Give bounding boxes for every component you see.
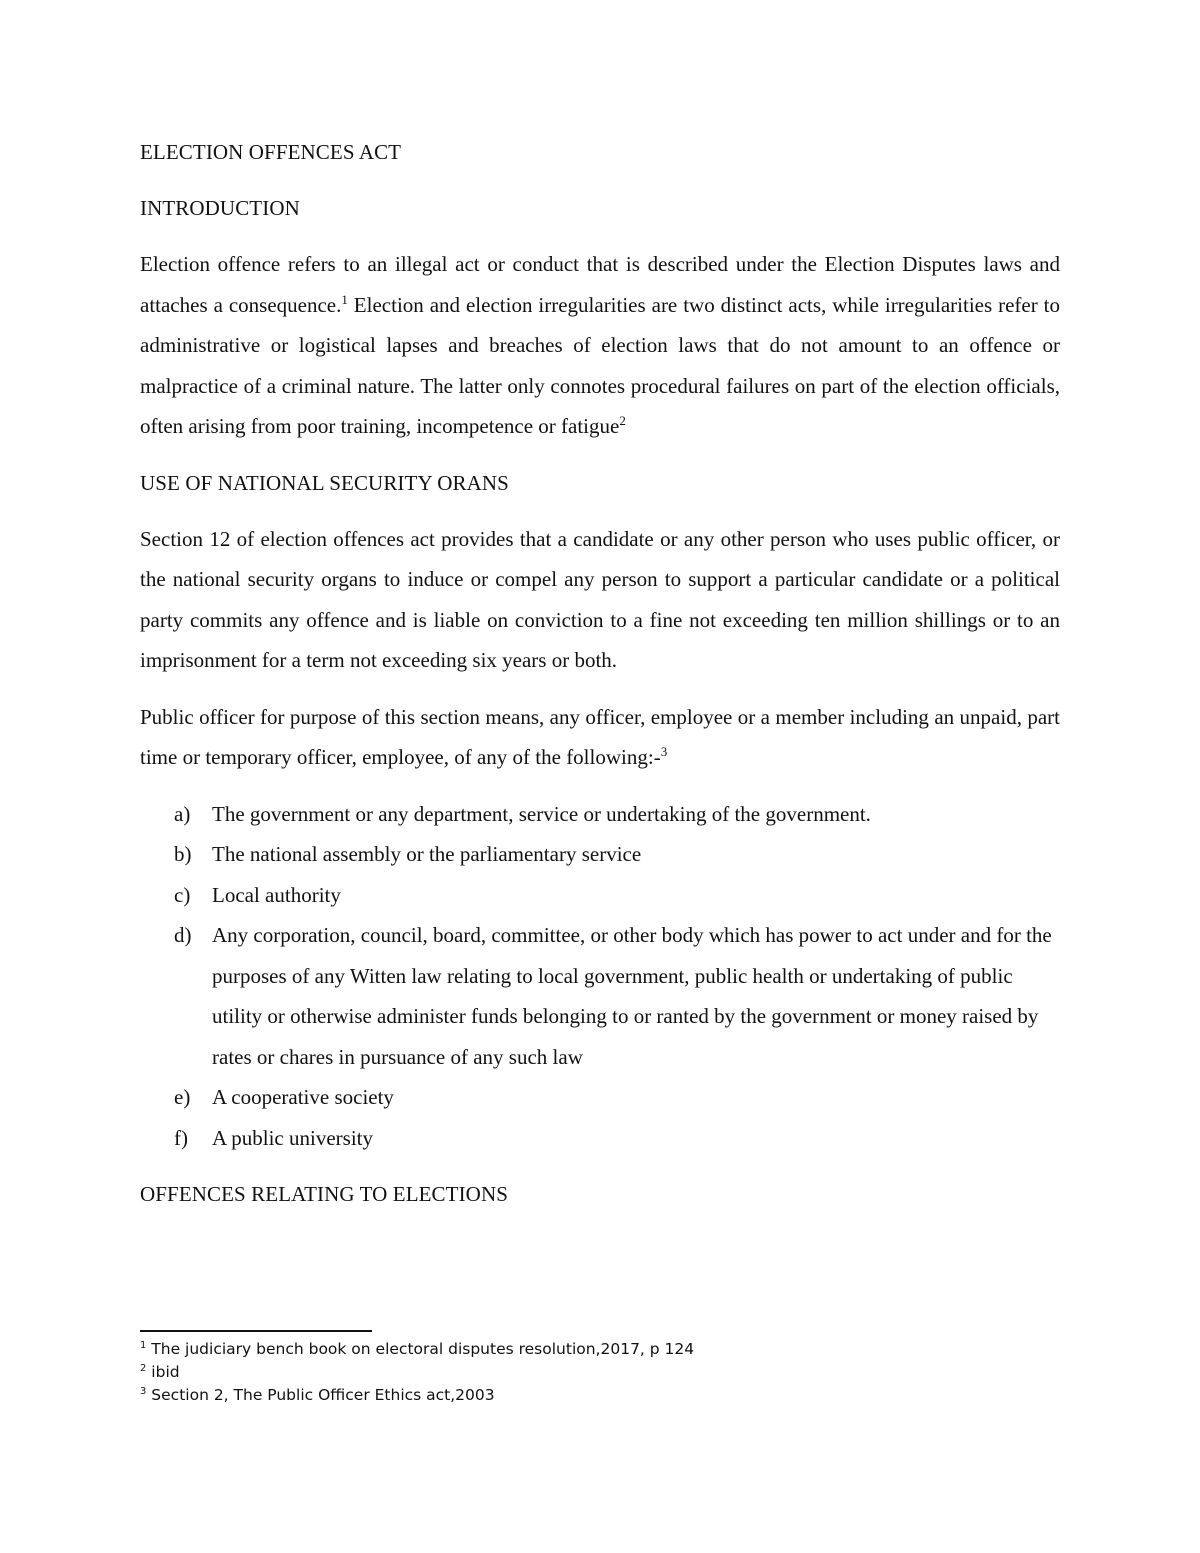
document-body: [140, 132, 1060, 1230]
introduction-text-part-1: Election offence refers to an illegal act or conduct that is described under the Election Disputes laws and attaches a consequence.: [140, 252, 1060, 317]
public-officer-text: Public officer for purpose of this section means, any officer, employee or a member including an unpaid, part time or temporary officer, employee, of any of the following:-: [140, 704, 1060, 769]
footnote: [140, 1361, 1060, 1384]
public-officer-list: [140, 794, 1060, 1159]
list-item-text: The government or any department, service or undertaking of the government.: [212, 801, 871, 826]
national-security-heading: USE OF NATIONAL SECURITY ORANS: [140, 470, 509, 495]
list-item: [140, 834, 1060, 875]
document-title: ELECTION OFFENCES ACT: [140, 140, 402, 164]
list-item: [140, 1077, 1060, 1118]
list-marker: c): [174, 882, 191, 907]
list-marker: f): [174, 1125, 188, 1150]
footnote: [140, 1338, 1060, 1361]
list-item-text: The national assembly or the parliamentary service: [212, 842, 642, 866]
footnote-text: Section 2, The Public Officer Ethics act,2003: [146, 1386, 495, 1404]
list-marker: e): [174, 1085, 191, 1109]
introduction-text-part-2: Election and election irregularities are two distinct acts, while irregularities refer to administrative or logistical lapses and breaches of election laws that do not amount to an offence or malpractice of a criminal nature. The latter only connotes procedural failures on part of the election officials, often arising from poor training, incompetence or fatigue: [140, 292, 1060, 438]
section-12-paragraph: Section 12 of election offences act provides that a candidate or any other person who uses public officer, or the national security organs to induce or compel any person to support a particular candidate or a political party commits any offence and is liable on conviction to a fine not exceeding ten million shillings or to an imprisonment for a term not exceeding six years or both.: [140, 526, 1060, 672]
footnote-reference-2[interactable]: 2: [619, 413, 626, 428]
list-item: [140, 915, 1060, 1077]
list-item-text: Local authority: [212, 882, 341, 907]
introduction-heading: INTRODUCTION: [140, 196, 300, 220]
footnote-number: 2: [140, 1362, 147, 1374]
footnotes-section: [140, 1330, 1060, 1407]
list-item: [140, 794, 1060, 835]
list-marker: b): [174, 842, 192, 866]
list-marker: d): [174, 923, 192, 947]
offences-heading: OFFENCES RELATING TO ELECTIONS: [140, 1182, 508, 1206]
footnote: [140, 1384, 1060, 1407]
list-item: [140, 875, 1060, 916]
footnote-number: 3: [140, 1385, 147, 1397]
footnote-number: 1: [140, 1339, 147, 1351]
list-item-text: A public university: [212, 1125, 373, 1150]
footnote-reference-1[interactable]: 1: [341, 291, 348, 307]
list-item-text: A cooperative society: [212, 1085, 394, 1109]
footnote-reference-3[interactable]: 3: [660, 744, 668, 759]
list-item: [140, 1118, 1060, 1159]
footnote-text: ibid: [146, 1363, 180, 1381]
public-officer-paragraph: [140, 697, 1060, 778]
footnote-text: The judiciary bench book on electoral disputes resolution,2017, p 124: [146, 1340, 695, 1358]
introduction-paragraph: [140, 244, 1060, 447]
list-marker: a): [174, 801, 191, 826]
list-item-text: Any corporation, council, board, committee, or other body which has power to act under and for the purposes of any Witten law relating to local government, public health or undertaking of public utility or otherwise administer funds belonging to or ranted by the government or money raised by rates or chares in pursuance of any such law: [212, 923, 1052, 1069]
footnote-separator: [140, 1330, 372, 1332]
